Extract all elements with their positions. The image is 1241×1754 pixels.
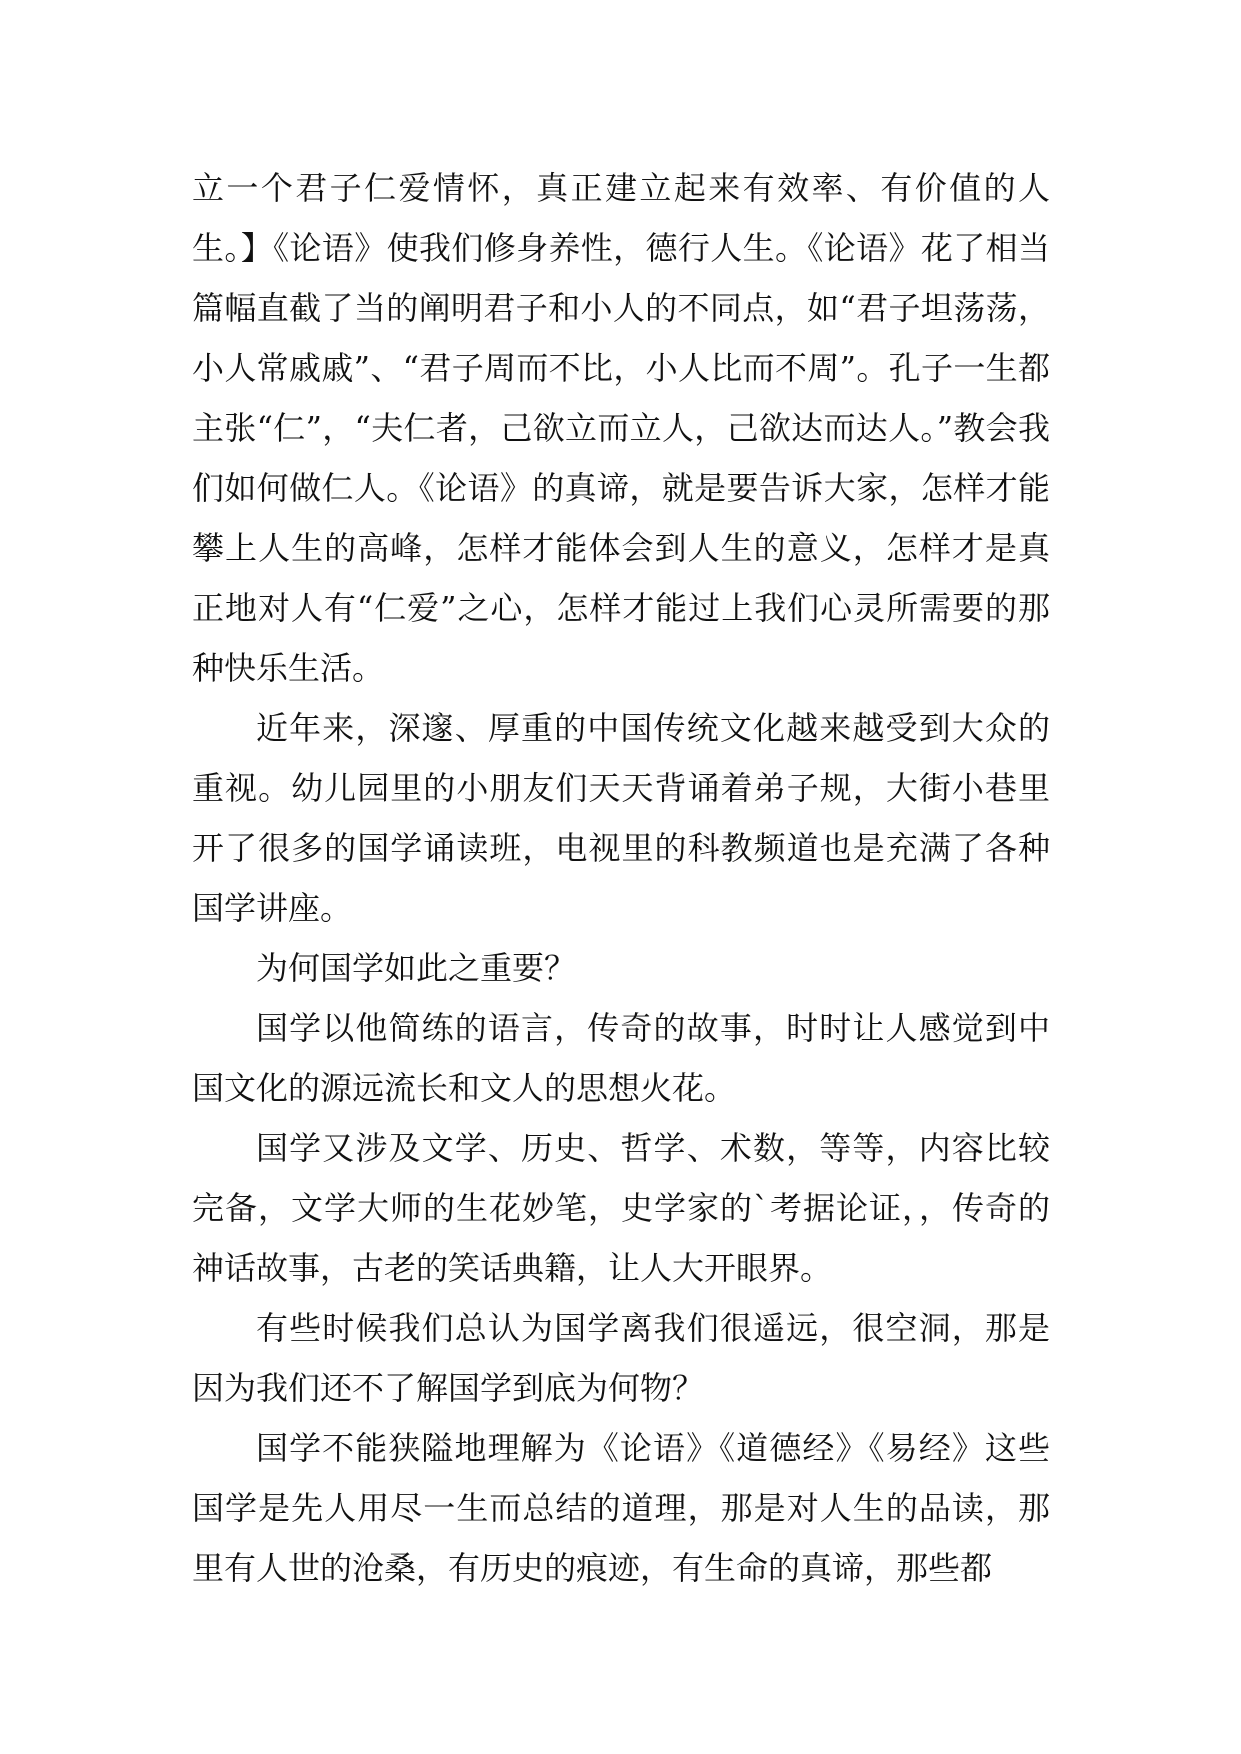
document-page (192, 158, 1050, 1598)
paragraph-4: 国学以他简练的语言，传奇的故事，时时让人感觉到中国文化的源远流长和文人的思想火花。 (192, 1009, 1050, 1107)
paragraph-5: 国学又涉及文学、历史、哲学、术数，等等，内容比较完备，文学大师的生花妙笔，史学家的`考据论证，，传奇的神话故事，古老的笑话典籍，让人大开眼界。 (192, 1129, 1050, 1287)
paragraph-1: 立一个君子仁爱情怀，真正建立起来有效率、有价值的人生。】《论语》使我们修身养性，德行人生。《论语》花了相当篇幅直截了当的阐明君子和小人的不同点，如“君子坦荡荡，小人常戚戚”、“君子周而不比，小人比而不周”。孔子一生都主张“仁”，“夫仁者，己欲立而立人，己欲达而达人。”教会我们如何做仁人。《论语》的真谛，就是要告诉大家，怎样才能攀上人生的高峰，怎样才能体会到人生的意义，怎样才是真正地对人有“仁爱”之心，怎样才能过上我们心灵所需要的那种快乐生活。 (192, 169, 1050, 687)
paragraph-3: 为何国学如此之重要？ (256, 949, 577, 987)
paragraph-2: 近年来，深邃、厚重的中国传统文化越来越受到大众的重视。幼儿园里的小朋友们天天背诵着弟子规，大街小巷里开了很多的国学诵读班，电视里的科教频道也是充满了各种国学讲座。 (192, 709, 1050, 927)
paragraph-6: 有些时候我们总认为国学离我们很遥远，很空洞，那是因为我们还不了解国学到底为何物？ (192, 1309, 1050, 1407)
paragraph-7: 国学不能狭隘地理解为《论语》《道德经》《易经》这些国学是先人用尽一生而总结的道理，那是对人生的品读，那里有人世的沧桑，有历史的痕迹，有生命的真谛，那些都 (192, 1429, 1050, 1587)
